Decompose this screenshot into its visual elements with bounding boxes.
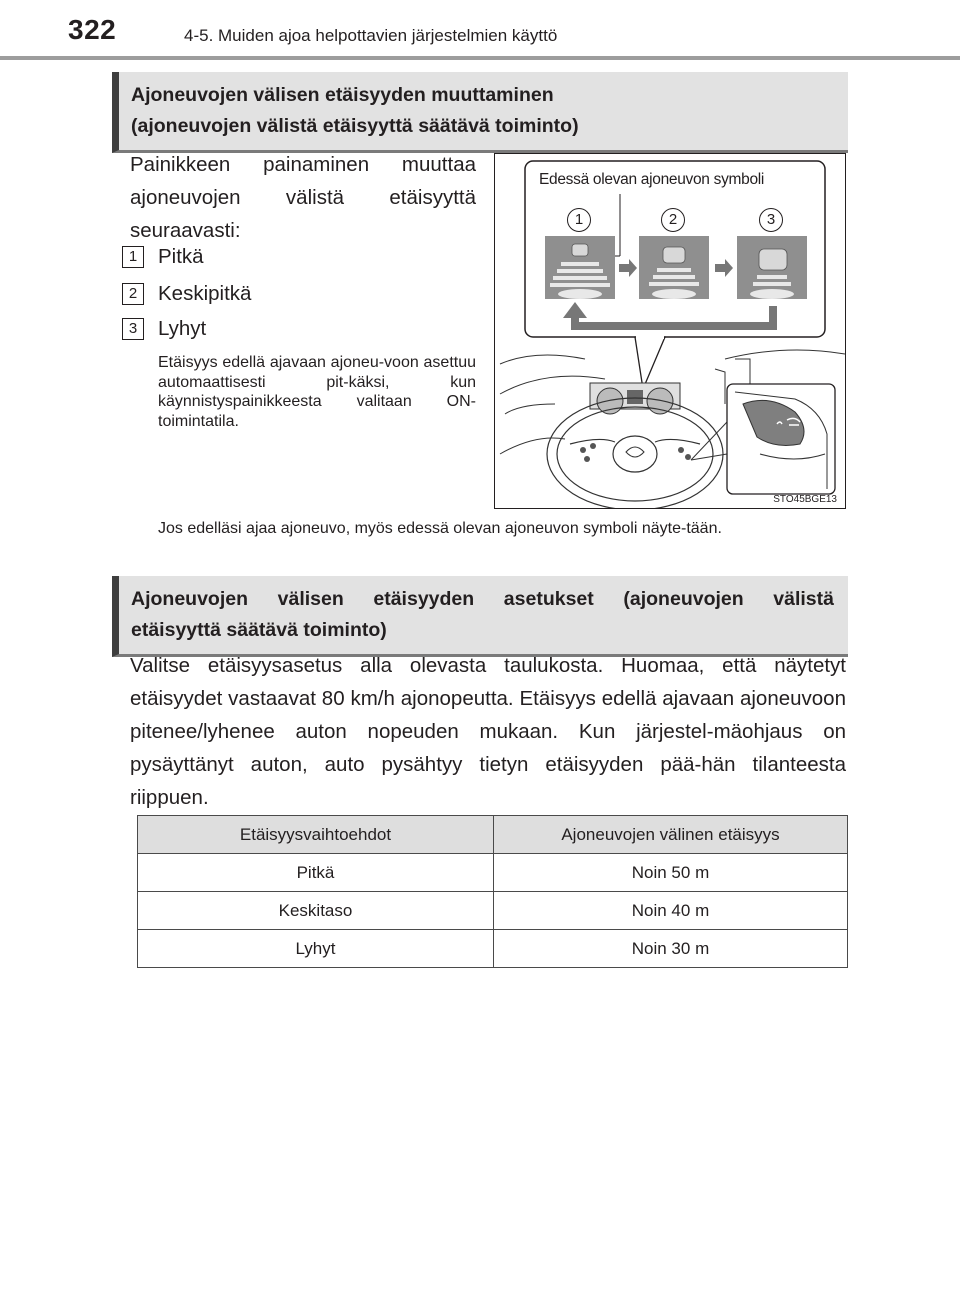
table-cell: Keskitaso bbox=[138, 892, 494, 930]
page-header bbox=[0, 0, 960, 62]
figure-code: STO45BGE13 bbox=[773, 494, 837, 505]
step-label: Keskipitkä bbox=[158, 282, 252, 305]
table-row bbox=[138, 892, 848, 930]
step-label: Lyhyt bbox=[158, 317, 207, 340]
settings-paragraph: Valitse etäisyysasetus alla olevasta taulukosta. Huomaa, että näytetyt etäisyydet vastaavat 80 km/h ajonopeutta. Etäisyys edellä ajavaan ajoneuvoon pitenee/lyhenee auton nopeuden mukaan. Kun järjestel-mäohjaus on pysäyttänyt auton, auto pysähtyy tietyn etäisyyden pää-hän tilanteesta riippuen. bbox=[130, 654, 846, 809]
step-marker: 2 bbox=[122, 283, 144, 305]
distance-settings-table bbox=[137, 815, 848, 968]
table-header-cell: Ajoneuvojen välinen etäisyys bbox=[494, 816, 848, 854]
table-cell: Pitkä bbox=[138, 854, 494, 892]
table-header-cell: Etäisyysvaihtoehdot bbox=[138, 816, 494, 854]
chapter-title: 4-5. Muiden ajoa helpottavien järjestelmien käyttö bbox=[184, 26, 558, 45]
step-marker: 3 bbox=[122, 318, 144, 340]
figure-number-3: 3 bbox=[759, 208, 783, 232]
heading-line: Ajoneuvojen välisen etäisyyden asetukset (ajoneuvojen välistä bbox=[131, 588, 834, 610]
step-label: Pitkä bbox=[158, 245, 204, 268]
section-heading-distance-change bbox=[112, 72, 848, 153]
table-cell: Noin 40 m bbox=[494, 892, 848, 930]
table-header-row bbox=[138, 816, 848, 854]
intro-paragraph: Painikkeen painaminen muuttaa ajoneuvojen välistä etäisyyttä seuraavasti: bbox=[130, 153, 476, 242]
section-heading-distance-settings bbox=[112, 576, 848, 657]
figure-number-1: 1 bbox=[567, 208, 591, 232]
figure-number-2: 2 bbox=[661, 208, 685, 232]
steering-wheel-illustration bbox=[494, 153, 846, 509]
heading-line: Ajoneuvojen välisen etäisyyden muuttaminen bbox=[131, 84, 554, 106]
table-row bbox=[138, 930, 848, 968]
heading-line: (ajoneuvojen välistä etäisyyttä säätävä toiminto) bbox=[131, 115, 579, 137]
table-cell: Noin 50 m bbox=[494, 854, 848, 892]
step-marker: 1 bbox=[122, 246, 144, 268]
auto-distance-note: Etäisyys edellä ajavaan ajoneu-voon asettuu automaattisesti pit-käksi, kun käynnistyspainikkeesta valitaan ON-toimintatila. bbox=[158, 354, 476, 430]
table-row bbox=[138, 854, 848, 892]
display-panels bbox=[545, 236, 807, 299]
page-number: 322 bbox=[68, 14, 117, 45]
lead-vehicle-note: Jos edelläsi ajaa ajoneuvo, myös edessä olevan ajoneuvon symboli näyte-tään. bbox=[158, 520, 722, 537]
lead-vehicle-symbol-callout: Edessä olevan ajoneuvon symboli bbox=[539, 171, 765, 188]
table-cell: Lyhyt bbox=[138, 930, 494, 968]
heading-line: etäisyyttä säätävä toiminto) bbox=[131, 619, 387, 641]
table-cell: Noin 30 m bbox=[494, 930, 848, 968]
header-rule bbox=[0, 56, 960, 60]
